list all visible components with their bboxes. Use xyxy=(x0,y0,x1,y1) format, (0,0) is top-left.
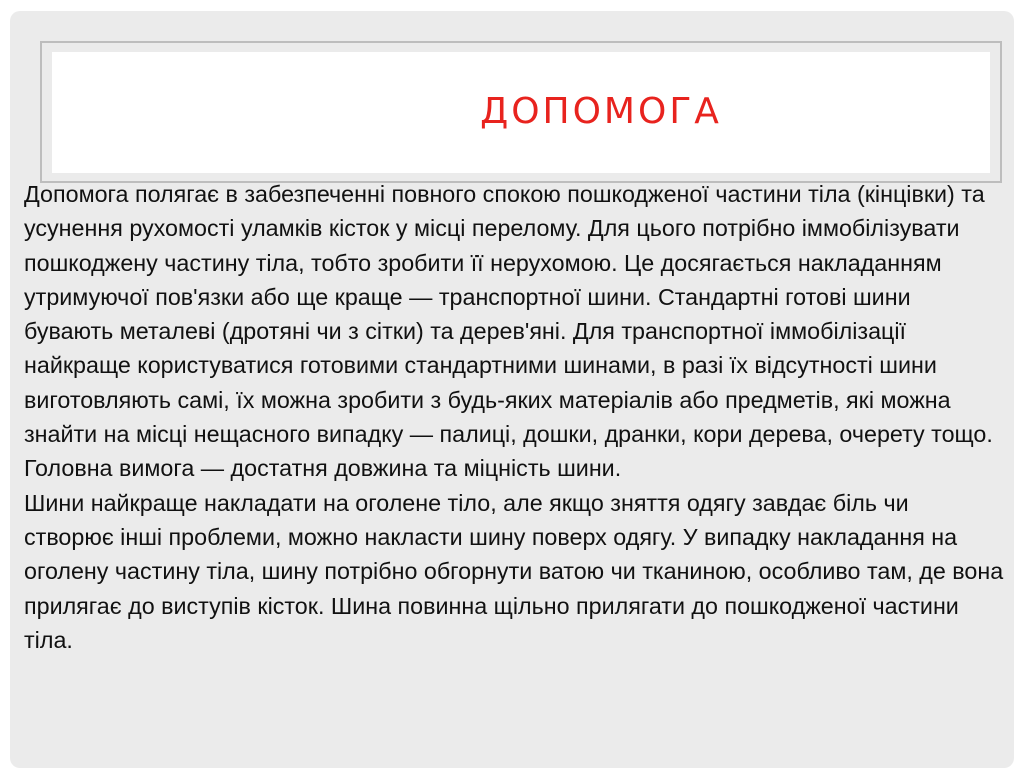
slide-title: ДОПОМОГА xyxy=(480,91,722,132)
title-frame xyxy=(40,41,1002,183)
body-paragraph-1: Допомога полягає в забезпеченні повного спокою пошкодженої частини тіла (кінцівки) та усунення рухомості уламків кісток у місці перелому. Для цього потрібно іммобілізувати пошкоджену частину тіла, тобто зробити її нерухомою. Це досягається накладанням утримуючої пов'язки або ще краще — транспортної шини. Стандартні готові шини бувають металеві (дротяні чи з сітки) та дерев'яні. Для транспортної іммобілізації найкраще користуватися готовими стандартними шинами, в разі їх відсутності шини виготовляють самі, їх можна зробити з будь-яких матеріалів або предметів, які можна знайти на місці нещасного випадку — палиці, дошки, дранки, кори дерева, очерету тощо. Головна вимога — достатня довжина та міцність шини. xyxy=(24,181,993,482)
slide-body xyxy=(24,177,1004,657)
title-box xyxy=(52,52,990,173)
body-paragraph-2: Шини найкраще накладати на оголене тіло, але якщо зняття одягу завдає біль чи створює інші проблеми, можно накласти шину поверх одягу. У випадку накладання на оголену частину тіла, шину потрібно обгорнути ватою чи тканиною, особливо там, де вона прилягає до виступів кісток. Шина повинна щільно прилягати до пошкодженої частини тіла. xyxy=(24,489,1004,653)
